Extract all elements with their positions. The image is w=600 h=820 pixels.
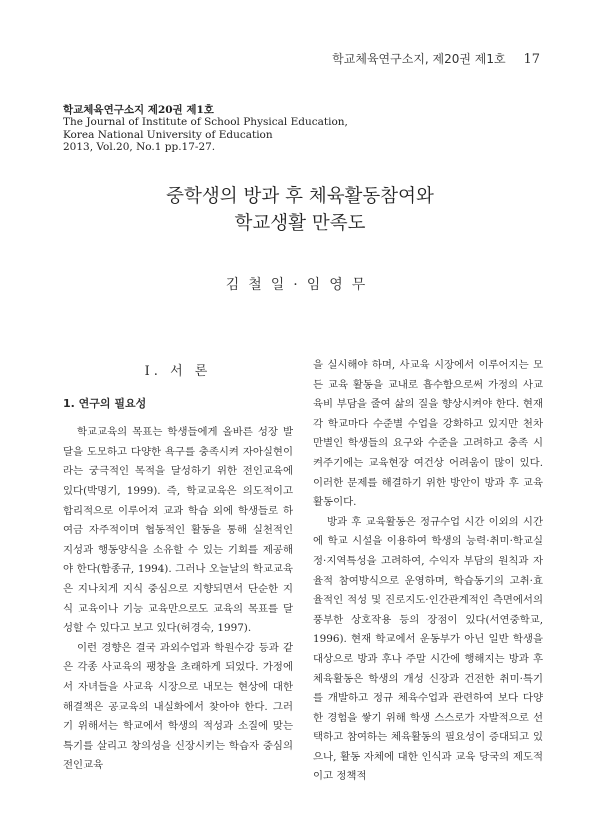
body-paragraph: 을 실시해야 하며, 사교육 시장에서 이루어지는 모든 교육 활동을 교내로 흡수함으로써 가정의 사교육비 부담을 줄여 삶의 질을 향상시켜야 한다. 현재 각 학교마다 수준별 수업을 강화하고 있지만 천차만별인 학생들의 요구와 수준을 고려하고 충족 시켜주기에는 교육현장 여건상 어려움이 많이 있다. 이러한 문제를 해결하기 위한 방안이 방과 후 교육활동이다. <box>313 359 543 509</box>
running-header <box>332 50 540 67</box>
journal-title-korean: 학교체육연구소지 제20권 제1호 <box>63 104 214 116</box>
subsection-title: 1. 연구의 필요성 <box>63 396 147 410</box>
authors: 김철일·임영무 <box>225 277 375 293</box>
body-paragraph: 이런 경향은 결국 과외수업과 학원수강 등과 같은 각종 사교육의 팽창을 초래하게 되었다. 가정에서 자녀들을 사교육 시장으로 내모는 현상에 대한 해결책은 공교육의 내실화에서 찾아야 한다. 그러기 위해서는 학교에서 학생의 적성과 소질에 맞는 특기를 살리고 창의성을 신장시키는 학습자 중심의 전인교육 <box>63 641 293 772</box>
journal-institution: Korea National University of Education <box>63 128 273 141</box>
section-title: Ⅰ. 서 론 <box>144 364 212 379</box>
page-number: 17 <box>523 52 540 67</box>
running-header-journal: 학교체육연구소지, 제20권 제1호 <box>332 52 506 66</box>
right-column <box>313 356 543 787</box>
body-paragraph: 방과 후 교육활동은 정규수업 시간 이외의 시간에 학교 시설을 이용하여 학생의 능력·취미·학교실정·지역특성을 고려하여, 수익자 부담의 원칙과 자율적 참여방식으로 운영하며, 학습동기의 고취·효율적인 적성 및 진로지도·인간관계적인 측면에서의 풍부한 상호작용 등의 장점이 있다(서연중학교, 1996). 현재 학교에서 운동부가 아닌 일반 학생을 대상으로 방과 후나 주말 시간에 행해지는 방과 후 체육활동은 학생의 개성 신장과 건전한 취미·특기를 개발하고 정규 체육수업과 관련하여 보다 다양한 경험을 쌓기 위해 학생 스스로가 자발적으로 선택하고 참여하는 체육활동의 필요성이 증대되고 있으나, 활동 자체에 대한 인식과 교육 당국의 제도적이고 정책적 <box>313 515 543 783</box>
body-paragraph: 학교교육의 목표는 학생들에게 올바른 성장 발달을 도모하고 다양한 욕구를 충족시켜 자아실현이라는 궁극적인 목적을 달성하기 위한 전인교육에 있다(박명기, 1999). 즉, 학교교육은 의도적이고 합리적으로 이루어져 교과 학습 외에 학생들로 하여금 자주적이며 협동적인 활동을 통해 실천적인 지성과 행동양식을 소유할 수 있는 기회를 제공해야 한다(함종규, 1994). 그러나 오늘날의 학교교육은 지나치게 지식 중심으로 지향되면서 단순한 지식 교육이나 기능 교육만으로도 교육의 목표를 달성할 수 있다고 보고 있다(허경숙, 1997). <box>63 426 293 635</box>
paper-title <box>0 183 600 237</box>
journal-title-english: The Journal of Institute of School Physical Education, <box>63 116 348 129</box>
journal-info <box>63 104 543 153</box>
paper-title-line1: 중학생의 방과 후 체육활동참여와 <box>166 186 434 207</box>
journal-citation: 2013, Vol.20, No.1 pp.17-27. <box>63 140 216 153</box>
left-column <box>63 356 293 776</box>
paper-title-line2: 학교생활 만족도 <box>234 213 366 234</box>
